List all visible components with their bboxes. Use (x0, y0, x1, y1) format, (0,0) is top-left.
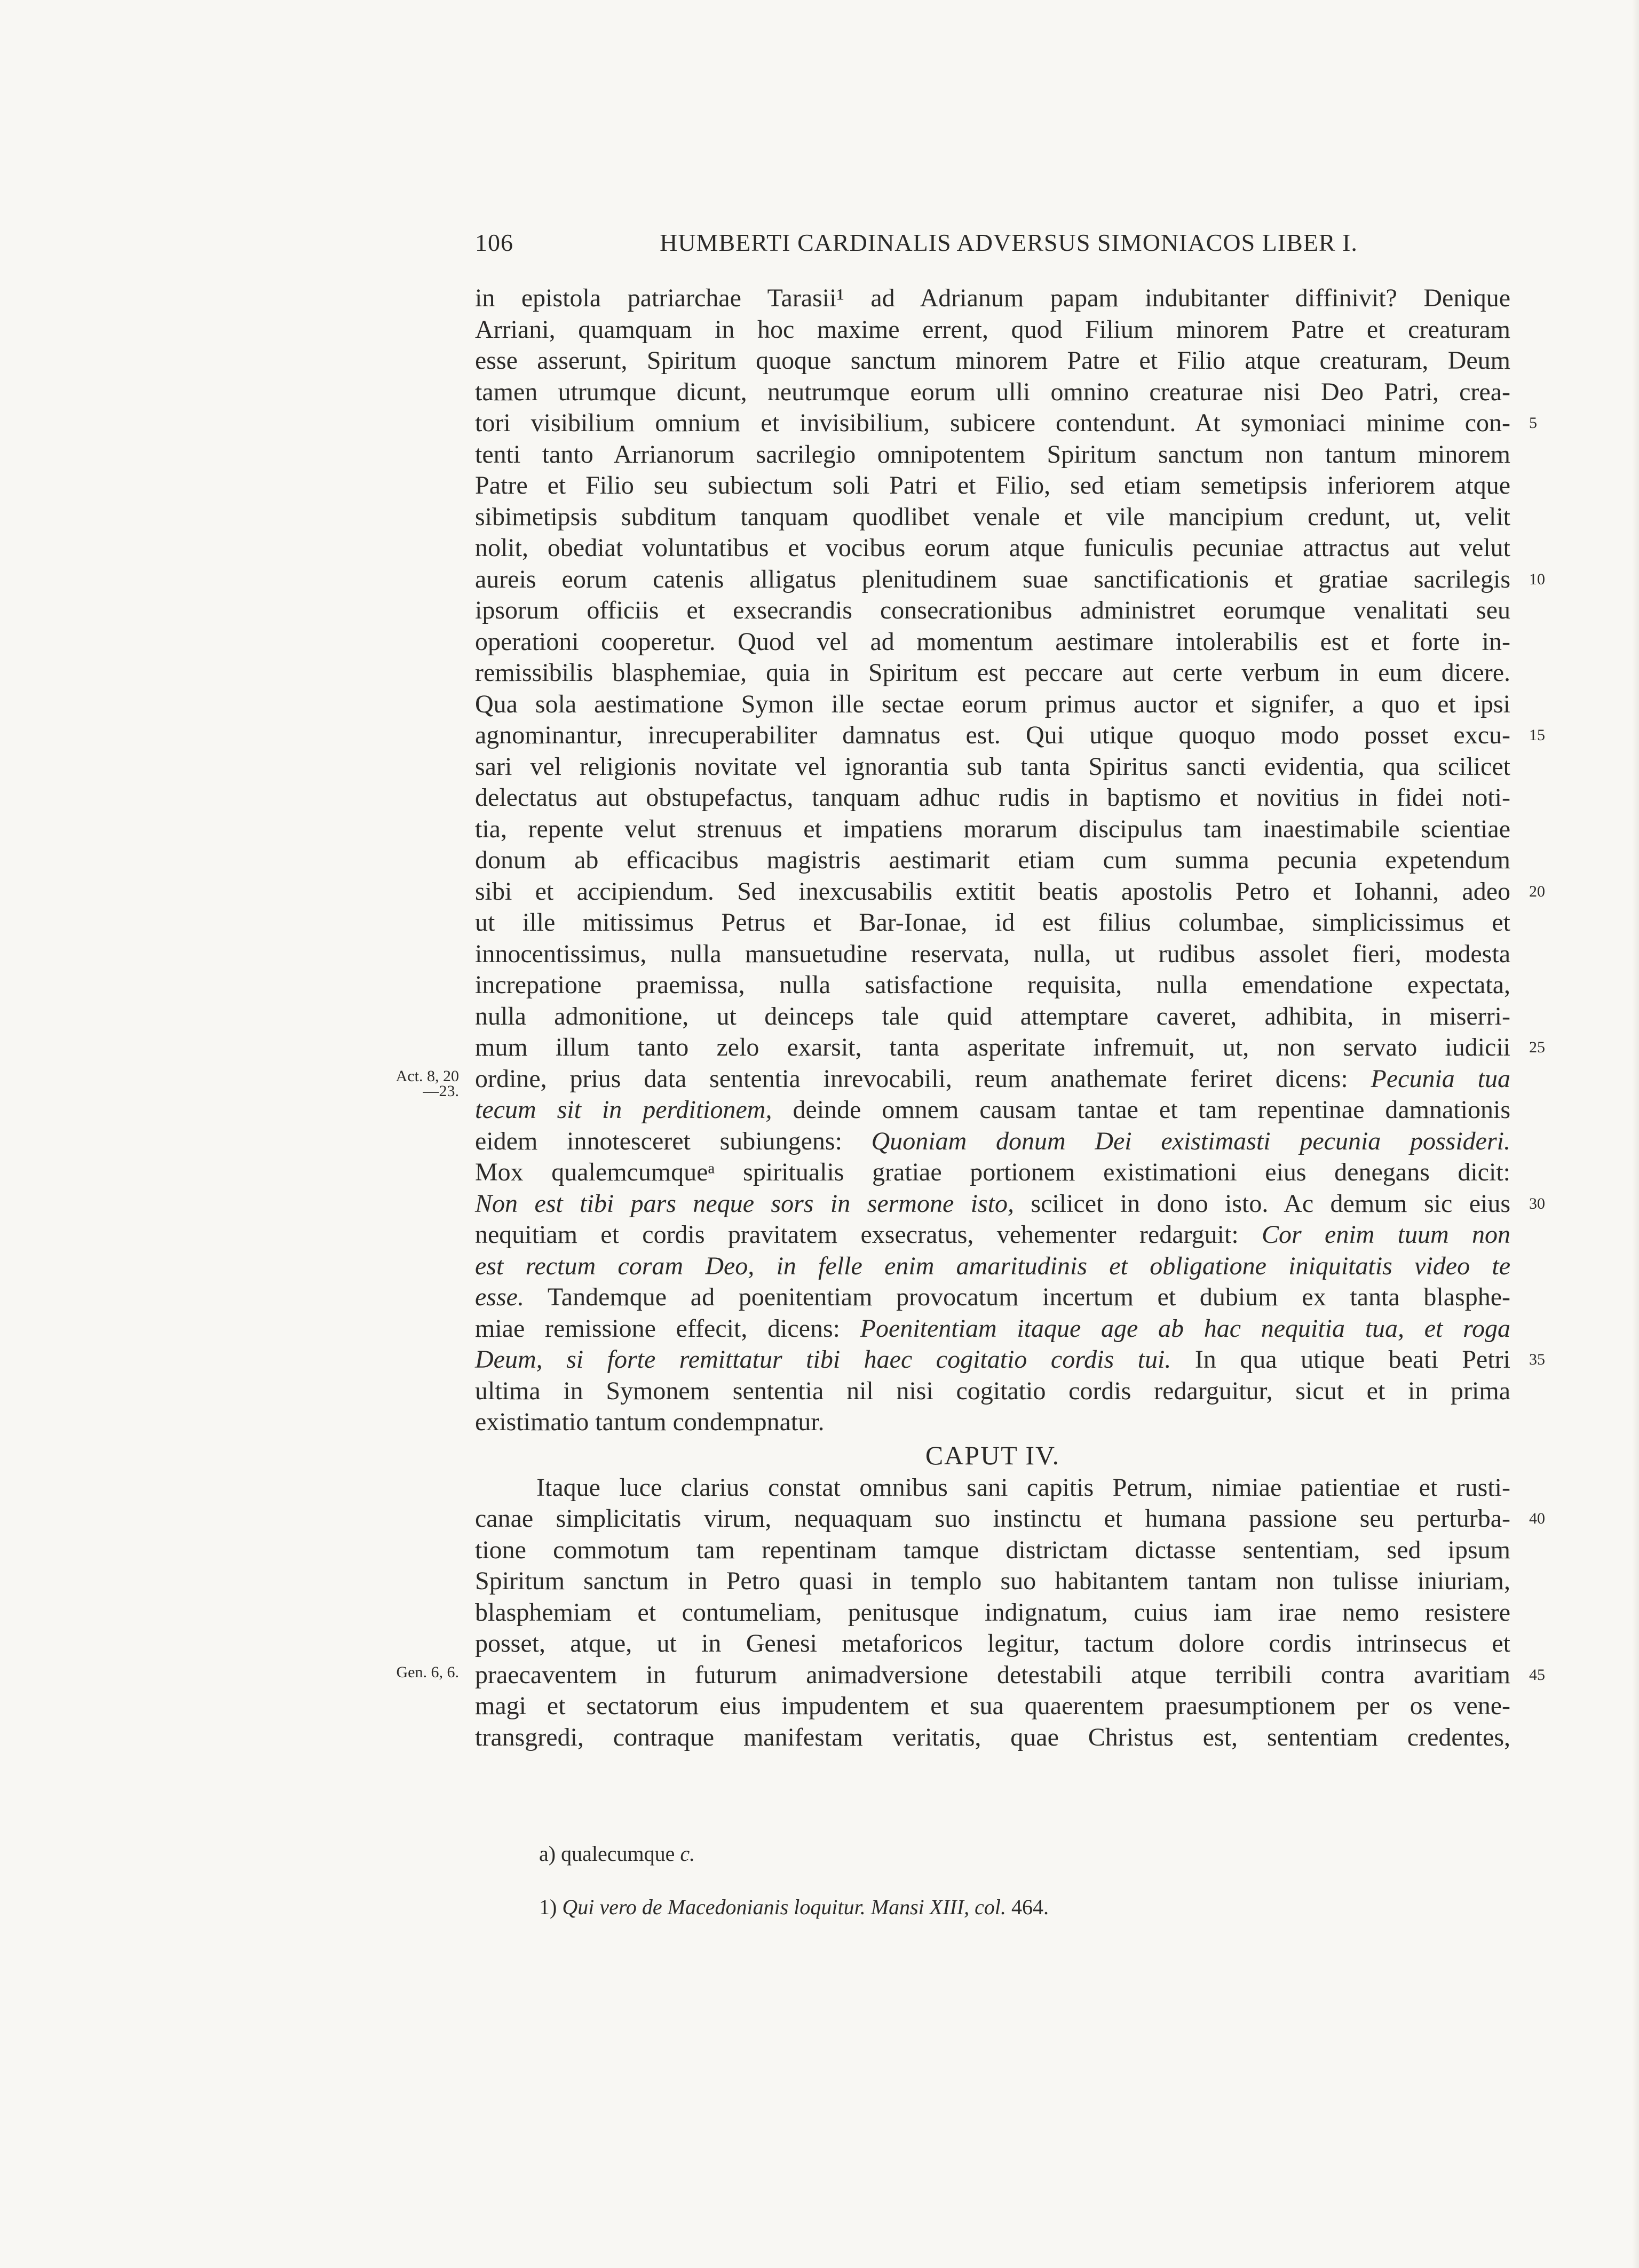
text-line (475, 470, 1510, 502)
footnote-a: a) qualecumque c. (539, 1842, 695, 1866)
text-line (475, 1032, 1545, 1064)
text-line (475, 408, 1537, 439)
text-line (475, 377, 1510, 408)
text-line (475, 314, 1510, 346)
line-text: scilicet in dono isto. Ac demum sic eius (1014, 1189, 1511, 1218)
line-number: 20 (1529, 882, 1545, 900)
chapter-heading (475, 1438, 1510, 1472)
line-text: delectatus aut obstupefactus, tanquam adhuc rudis in baptismo et novitius in fidei noti- (475, 783, 1510, 812)
line-text: ipsorum officiis et exsecrandis consecrationibus administret eorumque venalitati seu (475, 596, 1510, 624)
text-line (475, 1344, 1545, 1376)
text-line (475, 1597, 1510, 1629)
quotation-text: Non est tibi pars neque sors in sermone isto, (475, 1189, 1015, 1218)
line-text: magi et sectatorum eius impudentem et sua quaerentem praesumptionem per os vene- (475, 1692, 1510, 1720)
line-text: esse asserunt, Spiritum quoque sanctum minorem Patre et Filio atque creaturam, Deum (475, 346, 1510, 375)
line-text: donum ab efficacibus magistris aestimarit etiam cum summa pecunia expetendum (475, 846, 1510, 874)
text-line (475, 689, 1510, 720)
line-number: 45 (1529, 1666, 1545, 1684)
text-line (475, 1157, 1510, 1188)
quotation-text: esse. (475, 1283, 524, 1311)
line-text: transgredi, contraque manifestam veritatis, quae Christus est, sententiam credentes, (475, 1723, 1510, 1751)
line-text: in epistola patriarchae Tarasii¹ ad Adrianum papam indubitanter diffinivit? Denique (475, 284, 1510, 312)
line-text: Spiritum sanctum in Petro quasi in templo suo habitantem tantam non tulisse iniuriam, (475, 1567, 1510, 1595)
margin-reference (396, 1069, 459, 1099)
text-line (475, 845, 1510, 876)
line-text: Qua sola aestimatione Symon ille sectae eorum primus auctor et signifer, a quo et ipsi (475, 689, 1510, 718)
line-text: sari vel religionis novitate vel ignorantia sub tanta Spiritus sancti evidentia, qua scilicet (475, 752, 1510, 781)
line-text: Patre et Filio seu subiectum soli Patri et Filio, sed etiam semetipsis inferiorem atque (475, 471, 1510, 499)
line-text: operationi cooperetur. Quod vel ad momentum aestimare intolerabilis est et forte in- (475, 627, 1510, 656)
text-line (475, 720, 1545, 751)
running-header (475, 228, 1510, 266)
main-text (395, 283, 1545, 1753)
text-line (475, 627, 1510, 658)
text-line (475, 1219, 1510, 1251)
line-number: 35 (1529, 1351, 1545, 1368)
line-text: eidem innotesceret subiungens: (475, 1127, 872, 1155)
line-text: tenti tanto Arrianorum sacrilegio omnipotentem Spiritum sanctum non tantum minorem (475, 440, 1510, 469)
text-line (475, 939, 1510, 970)
text-line (475, 751, 1510, 783)
line-text: deinde omnem causam tantae et tam repentinae damnationis (772, 1096, 1510, 1124)
text-line (475, 595, 1510, 627)
text-line (475, 1535, 1510, 1566)
margin-reference (397, 1665, 459, 1680)
line-text: blasphemiam et contumeliam, penitusque indignatum, cuius iam irae nemo resistere (475, 1598, 1510, 1627)
text-line (475, 1566, 1510, 1597)
line-text: praecaventem in futurum animadversione detestabili atque terribili contra avaritiam (475, 1660, 1510, 1689)
text-line (475, 1660, 1545, 1691)
margin-reference-line: —23. (423, 1082, 459, 1100)
text-line (475, 1282, 1510, 1313)
text-line (475, 1376, 1510, 1407)
running-title: HUMBERTI CARDINALIS ADVERSUS SIMONIACOS LIBER I. (660, 229, 1358, 256)
text-line (475, 657, 1510, 689)
line-text: increpatione praemissa, nulla satisfactione requisita, nulla emendatione expectata, (475, 971, 1510, 999)
text-line (475, 1472, 1510, 1504)
line-text: existimatio tantum condempnatur. (475, 1408, 825, 1436)
quotation-text: Quoniam donum Dei existimasti pecunia possideri. (871, 1127, 1511, 1155)
line-text: In qua utique beati Petri (1171, 1345, 1511, 1374)
text-line (475, 1407, 1510, 1438)
text-line (475, 1095, 1510, 1126)
line-text: ordine, prius data sententia inrevocabili, reum anathemate feriret dicens: (475, 1064, 1371, 1093)
text-line (475, 970, 1510, 1001)
line-text: agnominantur, inrecuperabiliter damnatus est. Qui utique quoquo modo posset excu- (475, 721, 1510, 749)
margin-reference-line: Act. 8, 20 (395, 1067, 459, 1085)
line-text: sibi et accipiendum. Sed inexcusabilis extitit beatis apostolis Petro et Iohanni, adeo (475, 877, 1510, 906)
line-text: tori visibilium omnium et invisibilium, subicere contendunt. At symoniaci minime con- (475, 409, 1510, 437)
line-text: Arriani, quamquam in hoc maxime errent, quod Filium minorem Patre et creaturam (475, 315, 1510, 344)
line-number: 40 (1529, 1510, 1545, 1527)
line-text: ut ille mitissimus Petrus et Bar-Ionae, id est filius columbae, simplicissimus et (475, 908, 1510, 937)
text-line (475, 1722, 1510, 1754)
line-text: miae remissione effecit, dicens: (475, 1314, 860, 1343)
text-line (475, 1251, 1510, 1282)
chapter-heading-text: CAPUT IV. (925, 1440, 1060, 1470)
quotation-text: Pecunia tua (1371, 1064, 1510, 1093)
line-text: sibimetipsis subditum tanquam quodlibet venale et vile mancipium credunt, ut, velit (475, 502, 1510, 531)
text-line (475, 1313, 1510, 1345)
line-number: 10 (1529, 570, 1545, 588)
text-line (475, 876, 1545, 908)
text-line (475, 907, 1510, 939)
text-line (475, 564, 1545, 596)
quotation-text: Cor enim tuum non (1261, 1220, 1510, 1249)
text-line (475, 1064, 1510, 1095)
quotation-text: Poenitentiam itaque age ab hac nequitia tua, et roga (860, 1314, 1510, 1343)
quotation-text: est rectum coram Deo, in felle enim amaritudinis et obligatione iniquitatis video te (475, 1251, 1510, 1280)
line-text: canae simplicitatis virum, nequaquam suo instinctu et humana passione seu perturba- (475, 1504, 1510, 1533)
line-text: posset, atque, ut in Genesi metaforicos legitur, tactum dolore cordis intrinsecus et (475, 1629, 1510, 1658)
text-line (475, 1691, 1510, 1722)
text-line (475, 1188, 1545, 1220)
line-text: Mox qualemcumqueᵃ spiritualis gratiae portionem existimationi eius denegans dicit: (475, 1158, 1510, 1186)
page-number: 106 (475, 229, 513, 256)
line-number: 25 (1529, 1038, 1545, 1056)
line-text: Itaque luce clarius constat omnibus sani capitis Petrum, nimiae patientiae et rusti- (536, 1473, 1510, 1502)
line-text: Tandemque ad poenitentiam provocatum incertum et dubium ex tanta blasphe- (524, 1283, 1510, 1311)
line-text: aureis eorum catenis alligatus plenitudinem suae sanctificationis et gratiae sacrilegis (475, 565, 1510, 593)
text-line (475, 814, 1510, 845)
quotation-text: tecum sit in perditionem, (475, 1096, 772, 1124)
text-line (475, 1628, 1510, 1660)
line-number: 5 (1529, 414, 1537, 432)
margin-reference-line: Gen. 6, 6. (396, 1663, 459, 1681)
line-text: nequitiam et cordis pravitatem exsecratus, vehementer redarguit: (475, 1220, 1262, 1249)
line-number: 15 (1529, 726, 1545, 744)
line-text: tamen utrumque dicunt, neutrumque eorum ulli omnino creaturae nisi Deo Patri, crea- (475, 377, 1510, 406)
line-number: 30 (1529, 1194, 1545, 1212)
text-line (475, 1001, 1510, 1033)
line-text: mum illum tanto zelo exarsit, tanta asperitate infremuit, ut, non servato iudicii (475, 1033, 1510, 1061)
text-line (475, 1126, 1510, 1157)
line-text: nulla admonitione, ut deinceps tale quid attemptare caveret, adhibita, in miserri- (475, 1002, 1510, 1030)
page-edge (1632, 0, 1639, 2268)
text-line (475, 782, 1510, 814)
line-text: ultima in Symonem sententia nil nisi cogitatio cordis redarguitur, sicut et in prima (475, 1376, 1510, 1405)
text-line (475, 345, 1510, 377)
line-text: innocentissimus, nulla mansuetudine reservata, nulla, ut rudibus assolet fieri, modesta (475, 939, 1510, 968)
text-line (475, 439, 1510, 471)
text-line (475, 283, 1510, 314)
text-line (475, 1503, 1545, 1535)
footnote-1: 1) Qui vero de Macedonianis loquitur. Mansi XIII, col. 464. (539, 1895, 1049, 1919)
line-text: tia, repente velut strenuus et impatiens morarum discipulus tam inaestimabile scientiae (475, 814, 1510, 843)
line-text: tione commotum tam repentinam tamque districtam dictasse sententiam, sed ipsum (475, 1535, 1510, 1564)
text-line (475, 533, 1510, 564)
line-text: nolit, obediat voluntatibus et vocibus eorum atque funiculis pecuniae attractus aut velut (475, 534, 1510, 562)
text-line (475, 502, 1510, 533)
line-text: remissibilis blasphemiae, quia in Spiritum est peccare aut certe verbum in eum dicere. (475, 659, 1510, 687)
quotation-text: Deum, si forte remittatur tibi haec cogitatio cordis tui. (475, 1345, 1171, 1374)
